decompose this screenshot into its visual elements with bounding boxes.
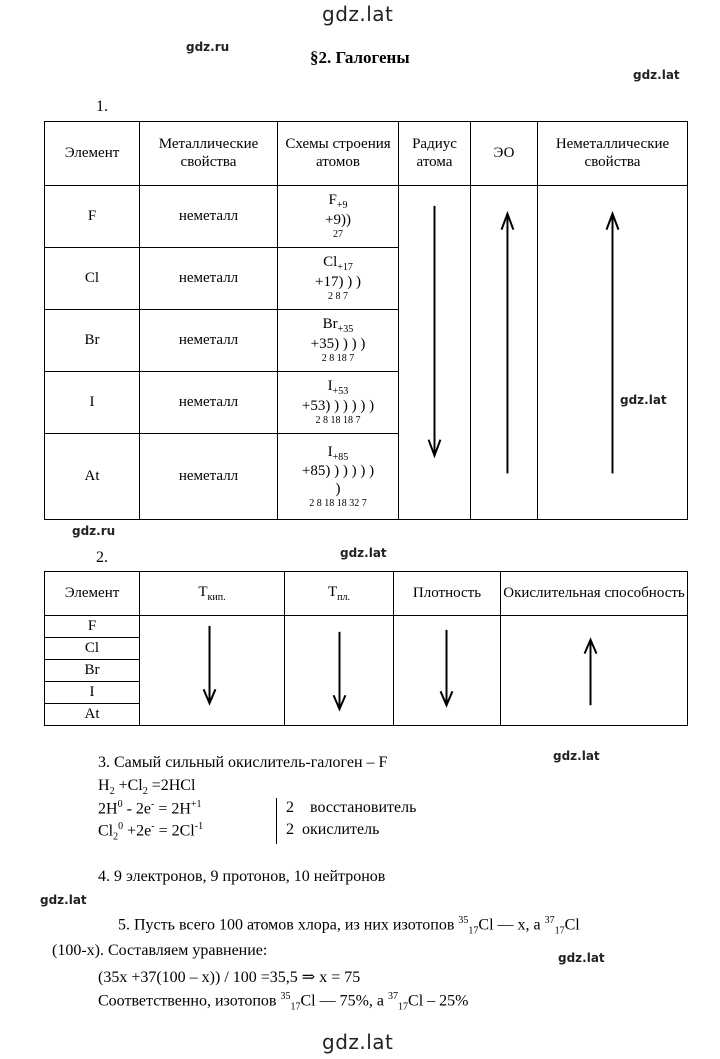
eq2-role: восстановитель (310, 799, 417, 816)
scheme-electrons: 2 8 7 (328, 291, 348, 303)
eq3-b-sup: - (151, 821, 155, 832)
task5-l4-c: Cl – 25% (408, 992, 469, 1010)
density-arrow-cell (394, 616, 501, 726)
task2-number: 2. (96, 549, 108, 566)
watermark-bottom: gdz.lat (322, 1030, 394, 1054)
cell-scheme (278, 310, 399, 372)
eq2-coef: 2 (286, 799, 294, 816)
iso35-mass: 35 (458, 915, 469, 926)
scheme-shells-extra: ) (335, 480, 341, 497)
eq2-b-sup: - (151, 799, 155, 810)
eq3-coef: 2 (286, 821, 294, 838)
watermark-left-4: gdz.lat (40, 893, 87, 907)
header-oxidizing-ability: Окислительная способность (501, 572, 688, 616)
arrow-down-icon (399, 186, 470, 519)
scheme-shells: +35) ) ) ) (310, 335, 366, 352)
oxidizing-arrow-cell (501, 616, 688, 726)
iso35-z-2: 17 (290, 1001, 301, 1013)
eq3-balance (286, 821, 379, 839)
page-title: §2. Галогены (310, 48, 410, 67)
task5-line1 (118, 915, 580, 937)
nonmetallic-arrow-cell (538, 186, 688, 520)
eq1-product: =2HCl (147, 777, 196, 794)
eq3-b: +2e (123, 822, 152, 840)
cell-element: F (45, 186, 140, 248)
watermark-right-1: gdz.lat (633, 68, 680, 82)
task5-line2: (100-x). Составляем уравнение: (52, 942, 268, 959)
task1-number: 1. (96, 98, 108, 115)
cell-element: I (45, 682, 140, 704)
cell-scheme (278, 186, 399, 248)
arrow-down-icon (140, 616, 284, 725)
iso37-mass: 37 (544, 915, 555, 926)
iso35-z: 17 (468, 925, 479, 937)
watermark-right-table: gdz.lat (620, 393, 667, 407)
arrow-up-icon (501, 616, 687, 725)
scheme-shells: +53) ) ) ) ) ) (301, 397, 375, 414)
task3-heading: 3. Самый сильный окислитель-галоген – F (98, 754, 388, 771)
task5-l1-a: 5. Пусть всего 100 атомов хлора, из них изотопов (118, 916, 459, 934)
cell-element: I (45, 372, 140, 434)
arrow-up-icon (538, 186, 687, 519)
header-melting-t: T (327, 583, 338, 600)
scheme-charge: +35 (337, 324, 354, 336)
scheme-element: Cl (323, 254, 338, 271)
header-element: Элемент (45, 572, 140, 616)
task5-line4 (98, 991, 468, 1013)
header-melting-point (285, 572, 394, 616)
cell-element: Cl (45, 248, 140, 310)
scheme-shells: +17) ) ) (315, 273, 361, 290)
radius-arrow-cell (399, 186, 471, 520)
watermark-right-3: gdz.lat (553, 749, 600, 763)
cell-element: Br (45, 660, 140, 682)
header-melting-sub: пл. (337, 591, 350, 603)
iso37-z: 17 (554, 925, 565, 937)
arrow-up-icon (471, 186, 537, 519)
scheme-electrons: 27 (333, 229, 343, 241)
task5-l4-a: Соответственно, изотопов (98, 992, 281, 1010)
scheme-element: I (327, 378, 333, 395)
scheme-electrons: 2 8 18 18 32 7 (309, 497, 367, 509)
eo-arrow-cell (471, 186, 538, 520)
equation-1 (98, 777, 195, 797)
arrow-down-icon (285, 616, 393, 725)
halogen-trends-table (44, 571, 688, 726)
cell-element: Cl (45, 638, 140, 660)
cell-element: At (45, 434, 140, 520)
eq3-c-sup: -1 (194, 821, 204, 832)
arrow-down-icon (394, 616, 500, 725)
task4-text: 4. 9 электронов, 9 протонов, 10 нейтронов (98, 868, 386, 885)
task5-l4-b: Cl — 75%, а (300, 992, 389, 1010)
eq1-cl-sub: 2 (142, 786, 148, 798)
scheme-shells: +9)) (325, 211, 351, 228)
task5-line3: (35x +37(100 – x)) / 100 =35,5 ⇒ x = 75 (98, 969, 361, 986)
scheme-electrons: 2 8 18 18 7 (315, 415, 361, 427)
equation-2 (98, 799, 202, 818)
scheme-charge: +53 (332, 386, 349, 398)
cell-element: Br (45, 310, 140, 372)
scheme-charge: +17 (337, 262, 353, 274)
eq2-b: - 2e (122, 800, 151, 818)
halogen-properties-table (44, 121, 688, 520)
eq2-c-sup: +1 (190, 799, 202, 810)
header-eo: ЭО (471, 122, 538, 186)
watermark-mid: gdz.lat (340, 546, 387, 560)
header-boiling-t: T (198, 583, 208, 600)
eq2-a: 2H (98, 800, 118, 818)
eq2-c: = 2H (154, 800, 191, 818)
eq1-h-sub: 2 (109, 786, 115, 798)
header-density: Плотность (394, 572, 501, 616)
header-boiling-point (140, 572, 285, 616)
cell-scheme (278, 248, 399, 310)
task5-l1-c: Cl (564, 916, 580, 934)
cell-element: F (45, 616, 140, 638)
header-radius: Радиус атома (399, 122, 471, 186)
scheme-charge: +9 (336, 200, 348, 212)
task5-l1-b: Cl — x, а (478, 916, 545, 934)
watermark-gdz-ru-2: gdz.ru (72, 524, 116, 538)
watermark-right-5: gdz.lat (558, 951, 605, 965)
scheme-element: F (328, 192, 337, 209)
cell-metallic: неметалл (140, 372, 278, 434)
header-element: Элемент (45, 122, 140, 186)
iso35-mass-2: 35 (280, 991, 291, 1002)
eq3-a-sub: 2 (113, 831, 119, 843)
melting-arrow-cell (285, 616, 394, 726)
scheme-charge: +85 (332, 451, 349, 463)
header-metallic: Металлические свойства (140, 122, 278, 186)
scheme-element: I (327, 443, 333, 460)
header-scheme: Схемы строения атомов (278, 122, 399, 186)
cell-metallic: неметалл (140, 310, 278, 372)
eq2-balance (286, 799, 416, 817)
iso37-z-2: 17 (398, 1001, 409, 1013)
cell-scheme (278, 434, 399, 520)
scheme-shells: +85) ) ) ) ) ) (301, 463, 375, 480)
balance-divider (276, 798, 277, 844)
cell-scheme (278, 372, 399, 434)
watermark-top: gdz.lat (322, 2, 394, 26)
boiling-arrow-cell (140, 616, 285, 726)
scheme-electrons: 2 8 18 7 (321, 353, 355, 365)
header-nonmetallic: Неметаллические свойства (538, 122, 688, 186)
cell-metallic: неметалл (140, 248, 278, 310)
eq3-a-sup: 0 (118, 821, 124, 832)
header-boiling-sub: кип. (207, 591, 226, 603)
watermark-gdz-ru-1: gdz.ru (186, 40, 230, 54)
eq1-cl: +Cl (114, 777, 143, 794)
scheme-element: Br (322, 316, 338, 333)
eq3-a: Cl (98, 822, 114, 840)
eq2-a-sup: 0 (117, 799, 123, 810)
equation-3 (98, 821, 203, 843)
cell-metallic: неметалл (140, 186, 278, 248)
cell-metallic: неметалл (140, 434, 278, 520)
iso37-mass-2: 37 (388, 991, 399, 1002)
cell-element: At (45, 704, 140, 726)
eq3-role: окислитель (302, 821, 380, 838)
eq1-h: H (98, 777, 110, 794)
eq3-c: = 2Cl (154, 822, 195, 840)
